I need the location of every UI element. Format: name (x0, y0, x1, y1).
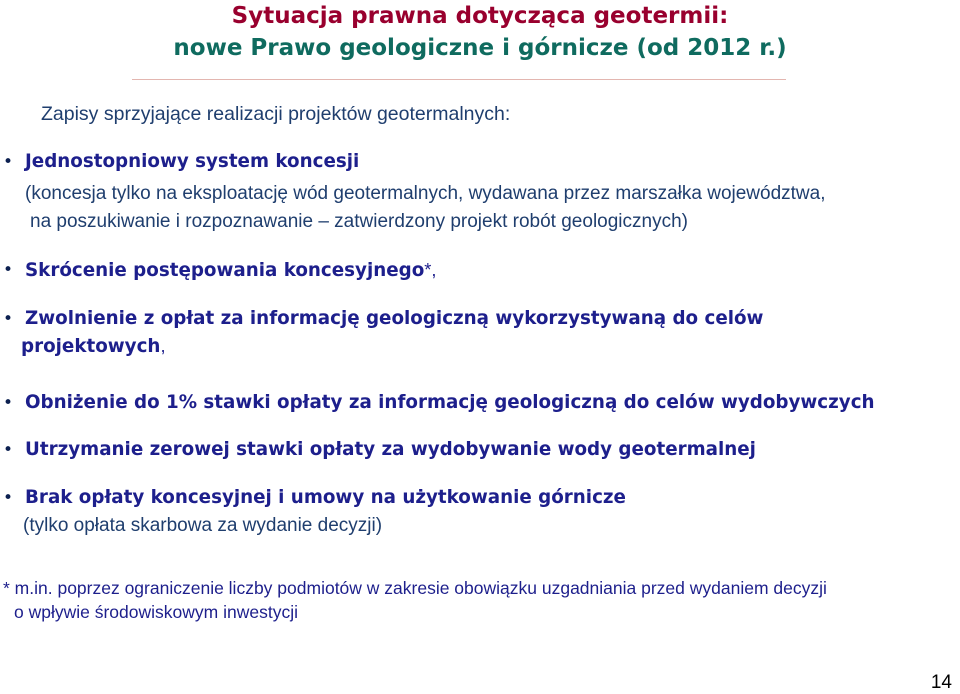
bullet-dot-icon: • (3, 309, 14, 329)
bullet-dot-icon: • (3, 440, 14, 460)
bullet-dot-icon: • (3, 260, 14, 280)
bullet-dot-icon: • (3, 393, 14, 413)
bullet-2-footnote-mark: *, (424, 259, 437, 280)
slide-title-line2: nowe Prawo geologiczne i górnicze (od 2012 r.) (173, 35, 787, 61)
footnote-line1: * m.in. poprzez ograniczenie liczby podmiotów w zakresie obowiązku uzgadniania przed wydaniem decyzji (3, 578, 827, 598)
bullet-6-detail: (tylko opłata skarbowa za wydanie decyzji) (23, 515, 383, 536)
bullet-1-detail-line1: (koncesja tylko na eksploatację wód geotermalnych, wydawana przez marszałka województwa, (25, 183, 826, 204)
bullet-dot-icon: • (3, 152, 14, 172)
bullet-3-comma: , (160, 335, 166, 356)
bullet-shortened-procedure (25, 259, 437, 281)
page-number: 14 (930, 672, 952, 693)
bullet-fee-exemption: Zwolnienie z opłat za informację geologiczną wykorzystywaną do celów (25, 308, 764, 329)
bullet-no-concession-fee: Brak opłaty koncesyjnej i umowy na użytkowanie górnicze (25, 487, 626, 508)
footnote-line2: o wpływie środowiskowym inwestycji (14, 602, 298, 622)
slide-title-line1: Sytuacja prawna dotycząca geotermii: (231, 3, 729, 29)
bullet-reduced-rate: Obniżenie do 1% stawki opłaty za informację geologiczną do celów wydobywczych (25, 392, 875, 413)
bullet-2-text: Skrócenie postępowania koncesyjnego (25, 260, 425, 281)
bullet-dot-icon: • (3, 488, 14, 508)
bullet-1-detail-line2: na poszukiwanie i rozpoznawanie – zatwierdzony projekt robót geologicznych) (30, 211, 688, 232)
bullet-3-line2 (21, 335, 166, 357)
bullet-zero-rate: Utrzymanie zerowej stawki opłaty za wydobywanie wody geotermalnej (25, 439, 756, 460)
bullet-single-stage-concession: Jednostopniowy system koncesji (25, 151, 360, 172)
intro-text: Zapisy sprzyjające realizacji projektów geotermalnych: (41, 103, 511, 125)
title-divider (132, 79, 786, 80)
bullet-3-line2-text: projektowych (21, 336, 161, 357)
